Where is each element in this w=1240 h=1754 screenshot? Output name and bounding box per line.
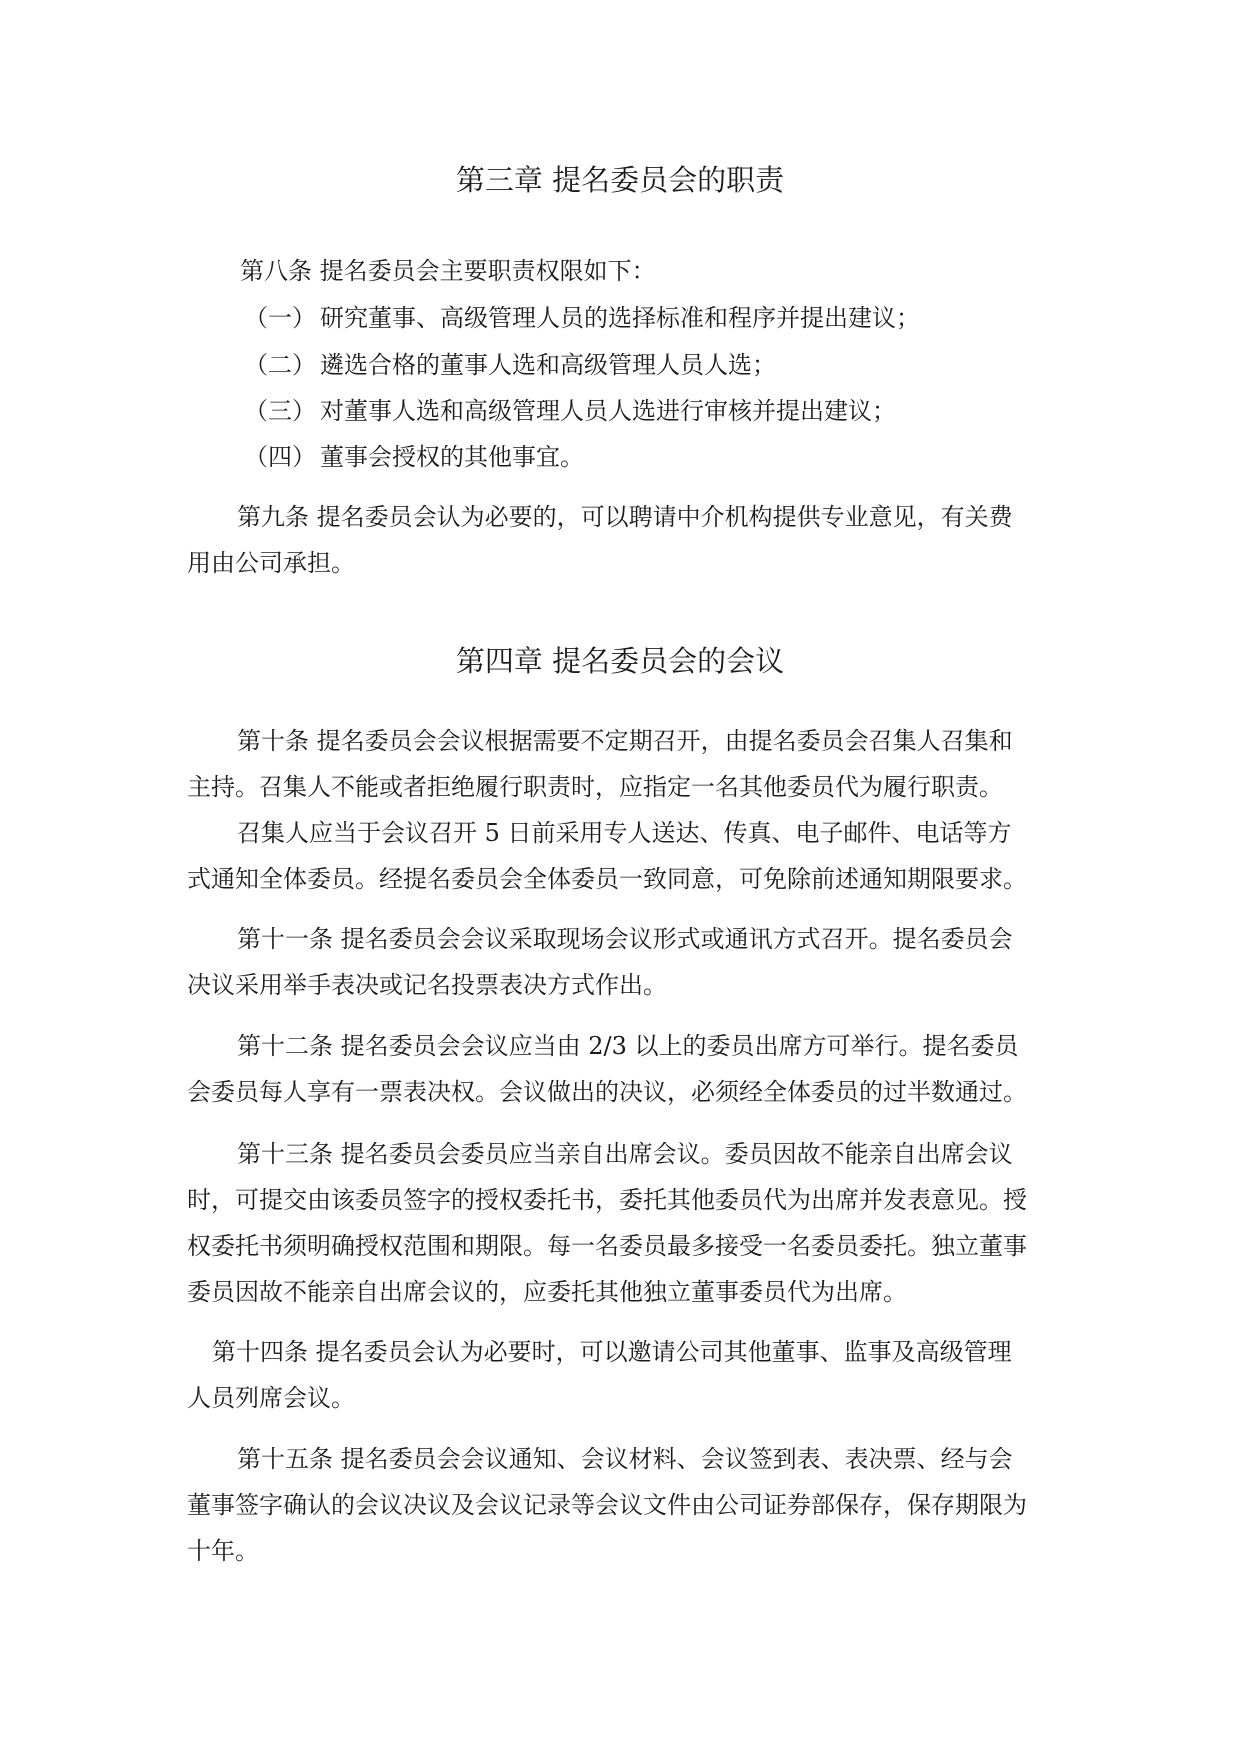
list-marker: （四）: [244, 443, 316, 471]
paragraph-line: 召集人应当于会议召开 5 日前采用专人送达、传真、电子邮件、电话等方: [237, 819, 1012, 847]
list-marker: （一）: [244, 304, 316, 332]
paragraph-line: 权委托书须明确授权范围和期限。每一名委员最多接受一名委员委托。独立董事: [187, 1232, 1027, 1260]
paragraph-line: 时，可提交由该委员签字的授权委托书，委托其他委员代为出席并发表意见。授: [187, 1186, 1027, 1214]
article-8-intro: 第八条 提名委员会主要职责权限如下：: [240, 257, 656, 285]
paragraph-line: 第十五条 提名委员会会议通知、会议材料、会议签到表、表决票、经与会: [237, 1445, 1013, 1473]
list-item: 董事会授权的其他事宜。: [320, 443, 584, 471]
list-marker: （二）: [244, 351, 316, 379]
list-marker: （三）: [244, 397, 316, 425]
paragraph-line: 式通知全体委员。经提名委员会全体委员一致同意，可免除前述通知期限要求。: [187, 865, 1027, 893]
chapter-4-title: 第四章 提名委员会的会议: [455, 644, 785, 678]
paragraph-line: 决议采用举手表决或记名投票表决方式作出。: [187, 971, 667, 999]
paragraph-line: 第十三条 提名委员会委员应当亲自出席会议。委员因故不能亲自出席会议: [237, 1140, 1013, 1168]
paragraph-line: 会委员每人享有一票表决权。会议做出的决议，必须经全体委员的过半数通过。: [187, 1078, 1027, 1106]
list-item: 对董事人选和高级管理人员人选进行审核并提出建议；: [320, 397, 896, 425]
paragraph-line: 委员因故不能亲自出席会议的，应委托其他独立董事委员代为出席。: [187, 1278, 907, 1306]
paragraph-line: 第十一条 提名委员会会议采取现场会议形式或通讯方式召开。提名委员会: [237, 925, 1013, 953]
paragraph-line: 主持。召集人不能或者拒绝履行职责时，应指定一名其他委员代为履行职责。: [187, 773, 1003, 801]
paragraph-line: 董事签字确认的会议决议及会议记录等会议文件由公司证券部保存，保存期限为: [187, 1491, 1027, 1519]
list-item: 遴选合格的董事人选和高级管理人员人选；: [320, 351, 776, 379]
list-item: 研究董事、高级管理人员的选择标准和程序并提出建议；: [320, 304, 920, 332]
paragraph-line: 第十条 提名委员会会议根据需要不定期召开，由提名委员会召集人召集和: [237, 727, 1013, 755]
paragraph-line: 十年。: [187, 1537, 259, 1565]
paragraph-line: 用由公司承担。: [187, 549, 355, 577]
paragraph-line: 第九条 提名委员会认为必要的，可以聘请中介机构提供专业意见，有关费: [237, 503, 1013, 531]
chapter-3-title: 第三章 提名委员会的职责: [455, 163, 785, 197]
paragraph-line: 人员列席会议。: [187, 1384, 355, 1412]
paragraph-line: 第十二条 提名委员会会议应当由 2/3 以上的委员出席方可举行。提名委员: [237, 1032, 1019, 1060]
paragraph-line: 第十四条 提名委员会认为必要时，可以邀请公司其他董事、监事及高级管理: [212, 1338, 1012, 1366]
